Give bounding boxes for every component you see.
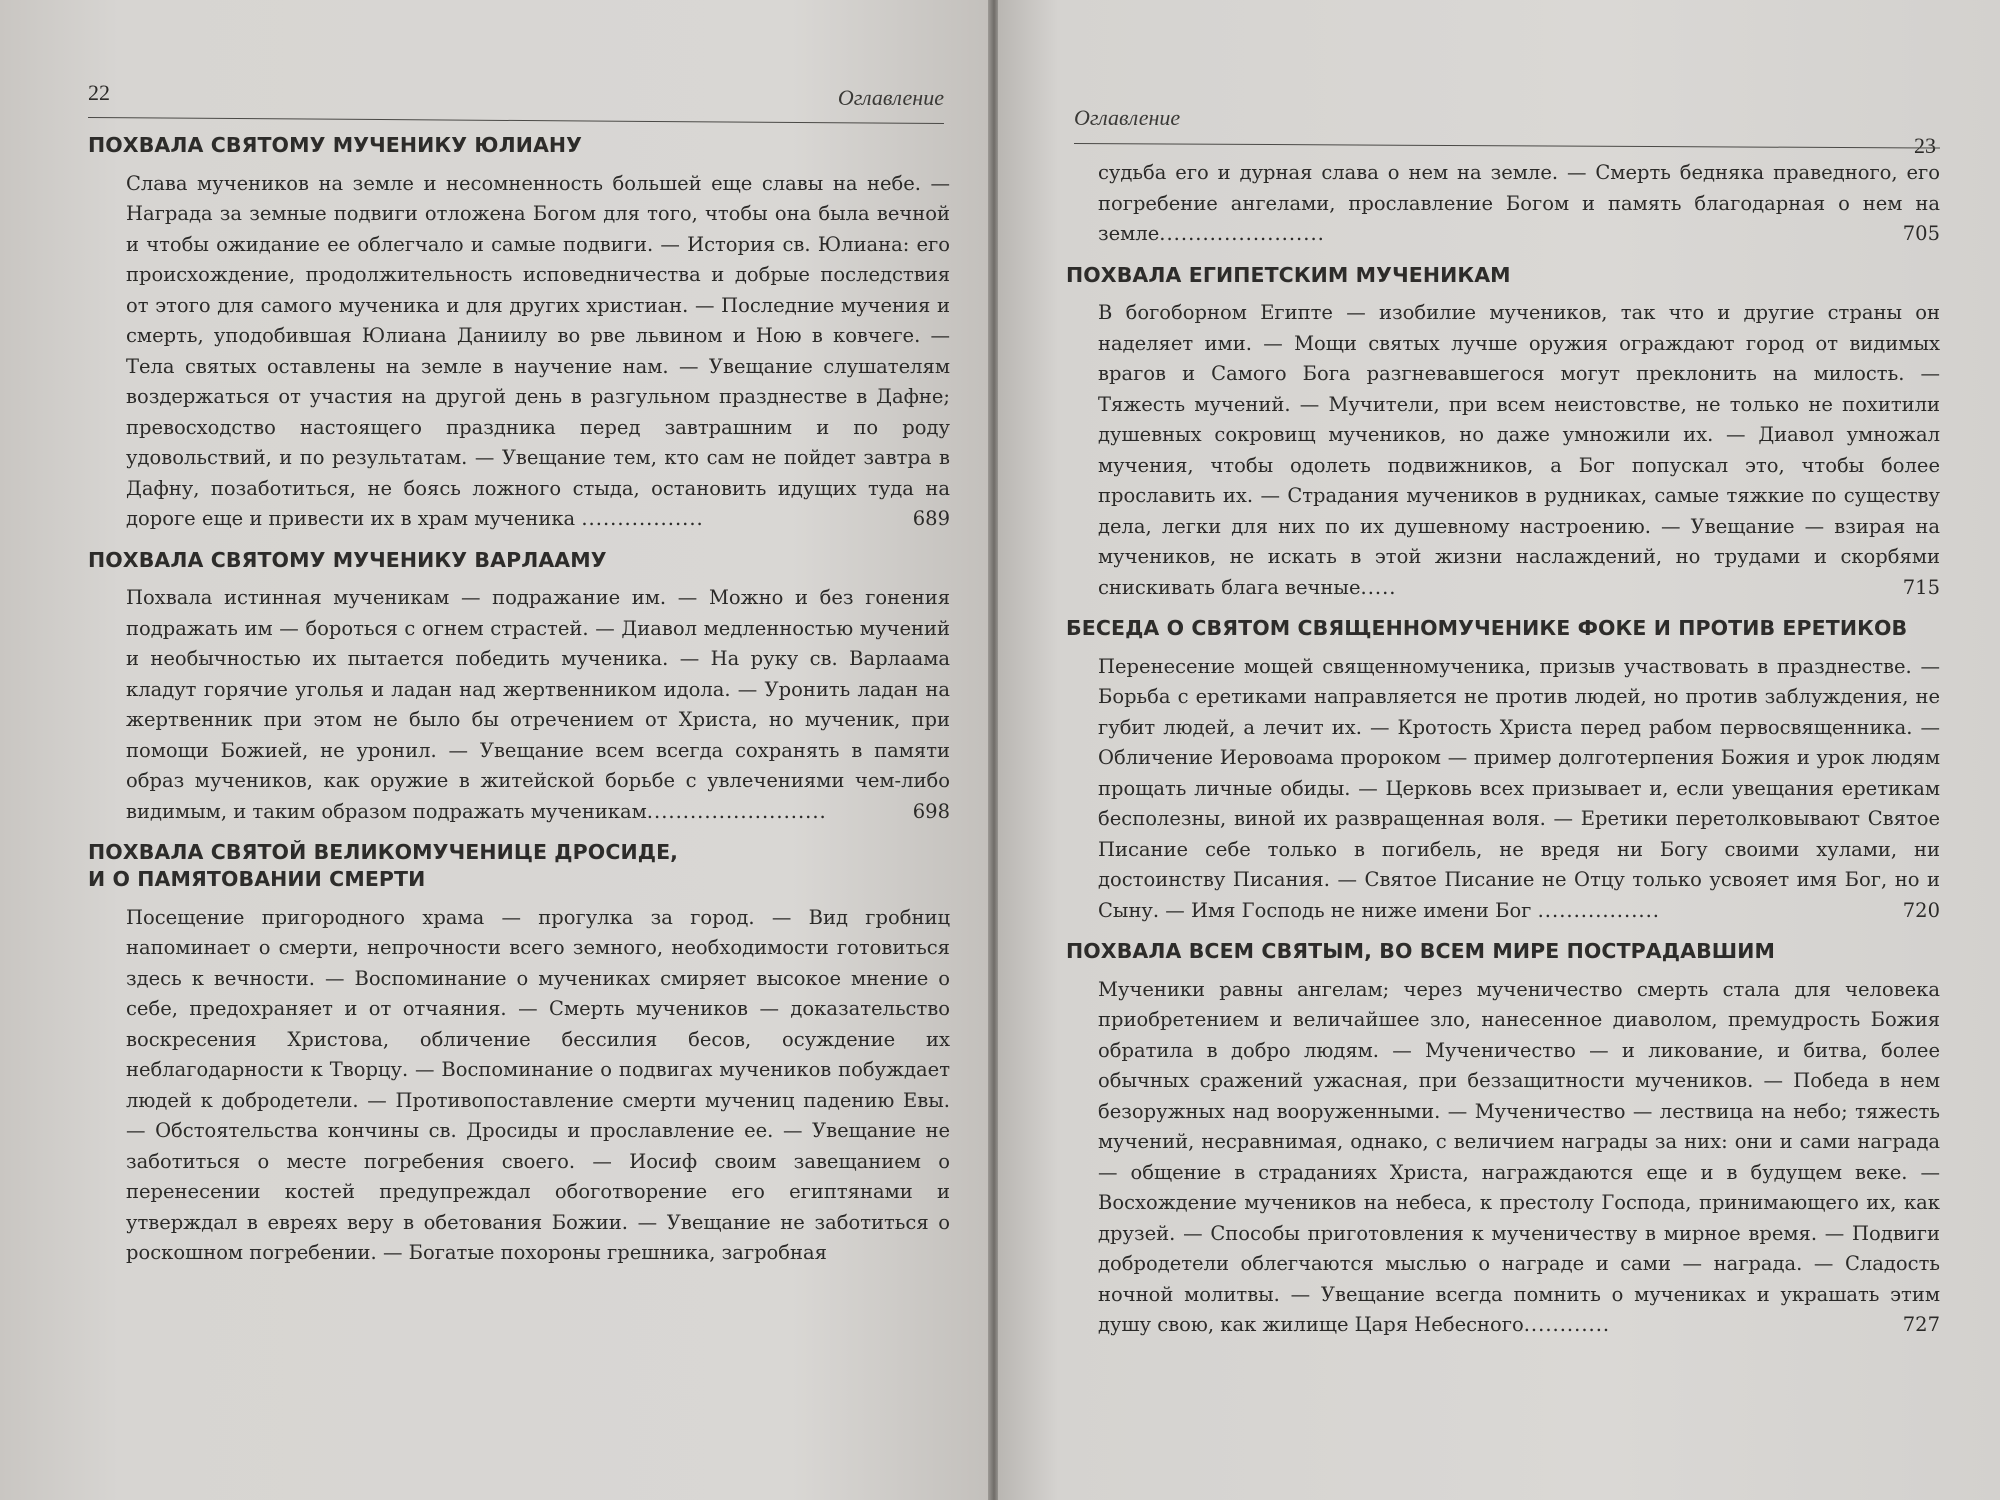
entry-page-number: 689 <box>912 507 950 531</box>
left-running-title: Оглавление <box>837 85 944 110</box>
toc-entry <box>1066 615 1940 926</box>
toc-entry <box>1066 262 1940 604</box>
toc-entry-continued <box>1066 158 1940 250</box>
entry-title: ПОХВАЛА СВЯТОМУ МУЧЕНИКУ ВАРЛААМУ <box>88 547 607 572</box>
right-page <box>998 0 2000 1500</box>
entry-title: ПОХВАЛА ВСЕМ СВЯТЫМ, ВО ВСЕМ МИРЕ ПОСТРАДАВШИМ <box>1066 939 1775 964</box>
entry-page-number: 727 <box>1902 1313 1940 1337</box>
right-running-title: Оглавление <box>1074 105 1181 130</box>
left-page <box>0 0 990 1500</box>
entry-summary: В богоборном Египте — изобилие мучеников, так что и другие страны он наделяет ими. — Мощи святых лучше оружия ограждают город от видимых врагов и Самого Бога разгневавшегося могут преклонить на милость. — Тяжесть мучений. — Мучители, при всем неистовстве, не только не похитили душевных сокровищ мучеников, но даже умножили их. — Диавол умножал мучения, чтобы одолеть подвижников, а Бог попускал это, чтобы более прославить их. — Страдания мучеников в рудниках, самые тяжкие по существу дела, легки для них по их душевному настроению. — Увещание — взирая на мучеников, не искать в этой жизни наслаждений, но трудами и скорбями снискивать блага вечные..... 715 <box>1066 298 1940 603</box>
left-running-head <box>88 75 950 117</box>
entry-summary: Похвала истинная мученикам — подражание им. — Можно и без гонения подражать им — бороться с огнем страстей. — Диавол медленностью мучений и необычностью их пытается победить мученика. — На руку св. Варлаама кладут горячие уголья и ладан над жертвенником идола. — Уронить ладан на жертвенник при этом не было бы отречением от Христа, но мученик, при помощи Божией, не уронил. — Увещание всем всегда сохранять в памяти образ мучеников, как оружие в житейской борьбе с увлечениями чем-либо видимым, и таким образом подражать мученикам......................... 698 <box>88 583 950 827</box>
entry-page-number: 698 <box>912 799 950 823</box>
left-header-rule <box>88 117 944 124</box>
entry-title: ПОХВАЛА СВЯТОМУ МУЧЕНИКУ ЮЛИАНУ <box>88 133 583 157</box>
toc-entry <box>88 547 950 828</box>
entry-page-number: 720 <box>1902 898 1940 922</box>
toc-entry <box>88 839 950 1268</box>
entry-page-number: 715 <box>1902 575 1940 599</box>
left-page-number: 22 <box>88 80 110 105</box>
right-page-number: 23 <box>1914 133 1936 158</box>
entry-title: БЕСЕДА О СВЯТОМ СВЯЩЕННОМУЧЕНИКЕ ФОКЕ И ПРОТИВ ЕРЕТИКОВ <box>1066 616 1908 641</box>
entry-title: ПОХВАЛА ЕГИПЕТСКИМ МУЧЕНИКАМ <box>1066 262 1511 287</box>
toc-entry <box>88 132 950 535</box>
toc-entry <box>1066 938 1940 1341</box>
entry-summary: Перенесение мощей священномученика, призыв участвовать в празднестве. — Борьба с еретиками направляется не против людей, но против заблуждения, не губит людей, а лечит их. — Кротость Христа перед рабом первосвященника. — Обличение Иеровоама пророком — пример долготерпения Божия и урок людям прощать личные обиды. — Церковь всех призывает и, если увещания еретикам бесполезны, виной их развращенная воля. — Еретики перетолковывают Святое Писание себе только в погибель, не вредя ни Богу своими хулами, ни достоинству Писания. — Святое Писание не Отцу только усвояет имя Бог, но и Сыну. — Имя Господь не ниже имени Бог ................. 720 <box>1066 652 1940 927</box>
entry-summary: Слава мучеников на земле и несомненность большей еще славы на небе. — Награда за земные подвиги отложена Богом для того, чтобы она была вечной и чтобы ожидание ее облегчало и самые подвиги. — История св. Юлиана: его происхождение, продолжительность исповедничества и добрые последствия от этого для самого мученика и для других христиан. — Последние мучения и смерть, уподобившая Юлиана Даниилу во рве львином и Ною в ковчеге. — Тела святых оставлены на земле в научение нам. — Увещание слушателям воздержаться от участия на другой день в разгульном празднестве в Дафне; превосходство настоящего праздника перед завтрашним и по роду удовольствий, и по результатам. — Увещание тем, кто сам не пойдет завтра в Дафну, позаботиться, не боясь ложного стыда, остановить идущих туда на дороге еще и привести их в храм мученика ................. 689 <box>88 169 950 535</box>
right-header-rule <box>1074 143 1940 149</box>
entry-summary: судьба его и дурная слава о нем на земле. — Смерть бедняка праведного, его погребение ангелами, прославление Богом и память благодарная о нем на земле....................... 705 <box>1066 158 1940 250</box>
entry-page-number: 705 <box>1902 222 1940 245</box>
entry-summary: Мученики равны ангелам; через мученичество смерть стала для человека приобретением и величайшее зло, нанесенное диаволом, премудрость Божия обратила в добро людям. — Мученичество — и ликование, и битва, более обычных сражений ужасная, при беззащитности мучеников. — Победа в нем безоружных над вооруженными. — Мученичество — лествица на небо; тяжесть мучений, несравнимая, однако, с величием награды за них: они и сами награда — общение в страданиях Христа, награждаются еще и в будущем веке. — Восхождение мучеников на небеса, к престолу Господа, принимающего их, как друзей. — Способы приготовления к мученичеству в мирное время. — Подвиги добродетели облегчаются мыслью о награде и сами — награда. — Сладость ночной молитвы. — Увещание всегда помнить о мучениках и украшать этим душу свою, как жилище Царя Небесного............ 727 <box>1066 975 1940 1341</box>
entry-title: ПОХВАЛА СВЯТОЙ ВЕЛИКОМУЧЕНИЦЕ ДРОСИДЕ, И О ПАМЯТОВАНИИ СМЕРТИ <box>88 840 679 891</box>
right-running-head <box>1066 95 1940 158</box>
entry-summary: Посещение пригородного храма — прогулка за город. — Вид гробниц напоминает о смерти, непрочности всего земного, необходимости готовиться здесь к вечности. — Воспоминание о мучениках смиряет высокое мнение о себе, предохраняет и от отчаяния. — Смерть мучеников — доказательство воскресения Христова, обличение бессилия бесов, осуждение их неблагодарности к Творцу. — Воспоминание о подвигах мучеников побуждает людей к добродетели. — Противопоставление смерти мучениц падению Евы. — Обстоятельства кончины св. Дросиды и прославление ее. — Увещание не заботиться о месте погребения своего. — Иосиф своим завещанием о перенесении костей предупреждал обоготворение его египтянами и утверждал в евреях веру в обетования Божии. — Увещание не заботиться о роскошном погребении. — Богатые похороны грешника, загробная <box>126 905 950 1265</box>
